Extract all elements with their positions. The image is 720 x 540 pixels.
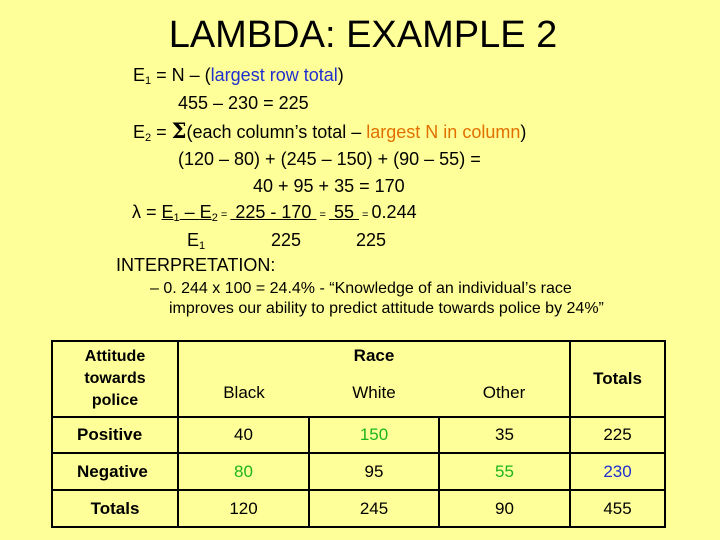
sigma-symbol: Σ — [171, 118, 187, 143]
lambda-denominator-e1: $E_1$ — [187, 230, 206, 252]
cell-totals-total: 455 — [570, 490, 665, 527]
e1-formula: $E_1 = N$ – (largest row total) — [133, 65, 344, 87]
totals-header: Totals — [570, 341, 665, 417]
cell-positive-other: 35 — [439, 417, 570, 454]
row-label-negative: Negative — [52, 453, 178, 490]
row-label-positive: Positive — [52, 417, 178, 454]
cell-negative-total: 230 — [570, 453, 665, 490]
column-header-white: White — [309, 370, 439, 417]
cell-totals-black: 120 — [178, 490, 309, 527]
cell-negative-white: 95 — [309, 453, 439, 490]
table-row — [52, 417, 665, 454]
e2-formula: $E_2$ = Σ(each column’s total – largest N in column) — [133, 118, 527, 144]
interpretation-line-1: – 0. 244 x 100 = 24.4% - “Knowledge of an individual’s race — [150, 280, 572, 297]
interpretation-line-2: improves our ability to predict attitude towards police by 24%” — [169, 300, 604, 317]
cell-positive-white: 150 — [309, 417, 439, 454]
corner-header: Attitude towards police — [52, 341, 178, 417]
e1-calculation: 455 – 230 = 225 — [178, 93, 309, 113]
crosstab-table — [51, 340, 666, 528]
column-header-other: Other — [439, 370, 570, 417]
lambda-denominator-2: 225 — [356, 230, 387, 250]
cell-negative-black: 80 — [178, 453, 309, 490]
cell-positive-total: 225 — [570, 417, 665, 454]
largest-row-total-text: largest row total — [210, 65, 338, 85]
cell-totals-other: 90 — [439, 490, 570, 527]
race-header: Race — [178, 341, 570, 370]
largest-n-in-column-text: largest N in column — [366, 122, 521, 142]
e2-calculation-1: (120 – 80) + (245 – 150) + (90 – 55) = — [178, 149, 481, 169]
interpretation-heading: INTERPRETATION: — [116, 255, 276, 275]
cell-negative-other: 55 — [439, 453, 570, 490]
column-header-black: Black — [178, 370, 309, 417]
row-label-totals: Totals — [52, 490, 178, 527]
lambda-denominator-1: 225 — [271, 230, 302, 250]
cell-totals-white: 245 — [309, 490, 439, 527]
table-row — [52, 490, 665, 527]
lambda-formula: $\lambda = E_1 - E_2 = 225 - 170 = 55 = 0.244$ — [132, 202, 417, 224]
page-title: LAMBDA: EXAMPLE 2 — [168, 14, 558, 56]
table-row — [52, 453, 665, 490]
e2-calculation-2: 40 + 95 + 35 = 170 — [253, 176, 405, 196]
cell-positive-black: 40 — [178, 417, 309, 454]
